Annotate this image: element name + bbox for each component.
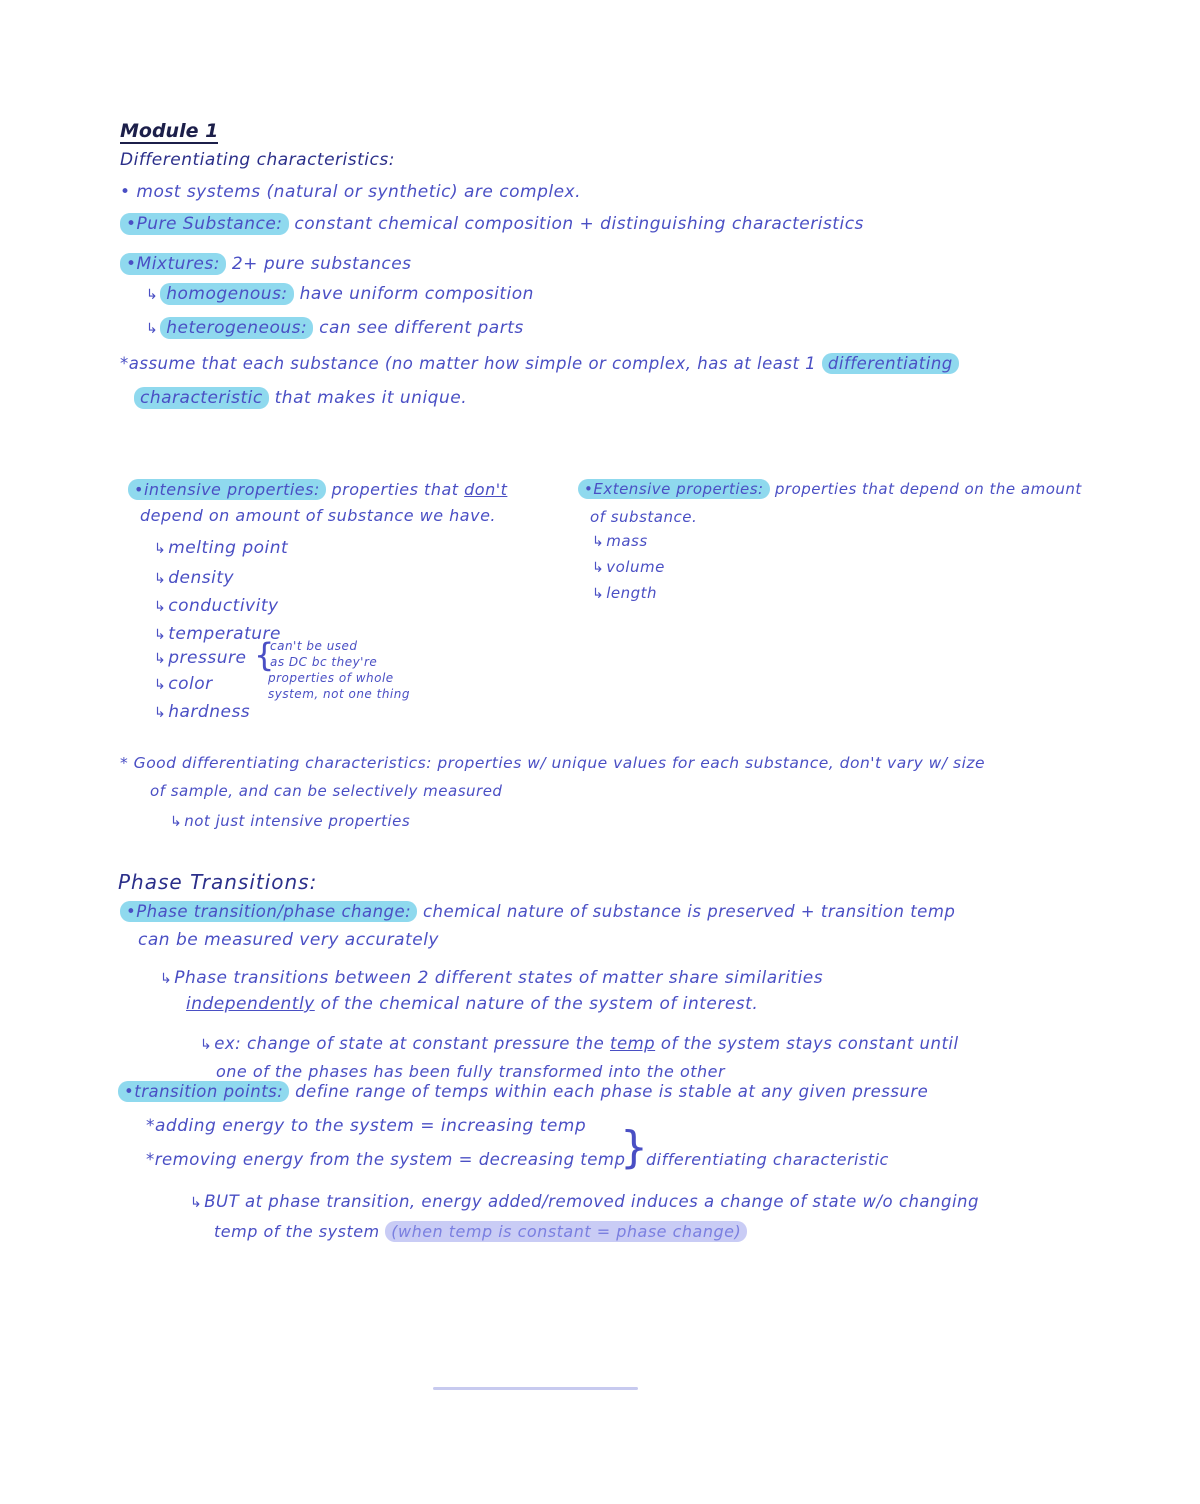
- highlight-extensive: •Extensive properties:: [578, 479, 770, 499]
- highlight-phase-transition: •Phase transition/phase change:: [120, 901, 417, 922]
- extensive-text-b: of substance.: [590, 508, 698, 526]
- assume-text: *assume that each substance (no matter how simple or complex, has at least 1: [120, 354, 817, 373]
- note-line-transition-points: [118, 1084, 928, 1101]
- assume-cont-text: that makes it unique.: [274, 388, 468, 408]
- section-heading-phase-transitions: Phase Transitions:: [118, 870, 318, 894]
- intensive-note: can't be used: [270, 639, 358, 653]
- highlight-transition-points: •transition points:: [118, 1081, 289, 1102]
- hook-arrow-icon: ↳: [146, 287, 159, 303]
- extensive-item: ↳ length: [592, 584, 658, 602]
- note-line-homogenous: [146, 286, 534, 303]
- hook-arrow-icon: ↳: [154, 599, 167, 615]
- pure-substance-text: constant chemical composition + distinguishing characteristics: [294, 214, 864, 234]
- intensive-text-dont: don't: [464, 480, 508, 499]
- hook-arrow-icon: ↳: [200, 1037, 213, 1053]
- intensive-item: ↳ color: [154, 674, 213, 694]
- example-text-2: one of the phases has been fully transformed into the other: [216, 1062, 726, 1081]
- hook-arrow-icon: ↳: [592, 560, 605, 576]
- note-line-but-2: [214, 1224, 747, 1240]
- but-text-2: temp of the system: [214, 1222, 380, 1241]
- note-line-mixtures: [120, 256, 412, 273]
- note-line-heterogeneous: [146, 320, 524, 337]
- intensive-item: ↳ hardness: [154, 702, 251, 722]
- intensive-item: ↳ density: [154, 568, 235, 588]
- hook-arrow-icon: ↳: [154, 651, 167, 667]
- intensive-note: as DC bc they're: [270, 655, 378, 669]
- transition-points-text: define range of temps within each phase is stable at any given pressure: [295, 1082, 929, 1101]
- curly-brace-icon: }: [620, 1122, 648, 1173]
- good-dc-line-2: of sample, and can be selectively measured: [150, 782, 503, 800]
- hook-arrow-icon: ↳: [154, 541, 167, 557]
- hook-arrow-icon: ↳: [154, 705, 167, 721]
- extensive-text-a: properties that depend on the amount: [774, 480, 1082, 498]
- intensive-item: ↳ conductivity: [154, 596, 279, 616]
- dc-note: differentiating characteristic: [646, 1150, 889, 1169]
- hook-arrow-icon: ↳: [592, 534, 605, 550]
- similarities-text-2: of the chemical nature of the system of interest.: [320, 994, 759, 1014]
- phase-transition-text: chemical nature of substance is preserved + transition temp: [422, 902, 956, 921]
- phase-transition-text-2: can be measured very accurately: [138, 930, 439, 950]
- hook-arrow-icon: ↳: [592, 586, 605, 602]
- extensive-item: ↳ mass: [592, 532, 648, 550]
- highlight-pure-substance: •Pure Substance:: [120, 213, 289, 235]
- temp-underlined: temp: [609, 1034, 656, 1053]
- note-line-assume-cont: [134, 390, 467, 407]
- divider: [433, 1387, 638, 1390]
- hook-arrow-icon: ↳: [146, 321, 159, 337]
- note-line-independently: [186, 996, 758, 1013]
- highlight-constant-temp: (when temp is constant = phase change): [385, 1221, 747, 1242]
- mixtures-text: 2+ pure substances: [231, 254, 412, 274]
- highlight-intensive: •intensive properties:: [128, 479, 326, 500]
- hook-arrow-icon: ↳: [154, 677, 167, 693]
- section-heading-differentiating: Differentiating characteristics:: [120, 150, 395, 170]
- intensive-note: system, not one thing: [268, 687, 410, 701]
- highlight-differentiating: differentiating: [822, 353, 959, 374]
- heterogeneous-text: can see different parts: [319, 318, 524, 338]
- intensive-text-a: properties that: [331, 480, 459, 499]
- note-line-phase-transition: [120, 904, 955, 921]
- highlight-homogenous: homogenous:: [160, 283, 293, 305]
- curly-brace-icon: {: [254, 636, 275, 674]
- good-dc-line: * Good differentiating characteristics: properties w/ unique values for each substance, don't vary w/ size: [120, 754, 986, 772]
- note-line-removing-energy: *removing energy from the system = decreasing temp: [146, 1150, 626, 1169]
- good-dc-line-3: ↳ not just intensive properties: [170, 812, 411, 830]
- extensive-item: ↳ volume: [592, 558, 665, 576]
- hook-arrow-icon: ↳: [154, 627, 167, 643]
- independently-text: independently: [186, 994, 315, 1014]
- hook-arrow-icon: ↳: [170, 814, 183, 830]
- highlight-heterogeneous: heterogeneous:: [160, 317, 313, 339]
- intensive-item: ↳ pressure: [154, 648, 247, 668]
- note-line-assume: [120, 356, 959, 373]
- intensive-note: properties of whole: [268, 671, 394, 685]
- hook-arrow-icon: ↳: [154, 571, 167, 587]
- intensive-item: ↳ temperature: [154, 624, 281, 644]
- note-line-extensive: [578, 482, 1082, 497]
- hook-arrow-icon: ↳: [160, 971, 173, 987]
- note-line-intensive: [128, 482, 507, 498]
- note-line-complex: • most systems (natural or synthetic) are complex.: [120, 182, 582, 202]
- homogenous-text: have uniform composition: [299, 284, 534, 304]
- note-line-adding-energy: *adding energy to the system = increasing temp: [146, 1116, 587, 1136]
- note-line-similarities: ↳ Phase transitions between 2 different states of matter share similarities: [160, 968, 824, 988]
- highlight-mixtures: •Mixtures:: [120, 253, 226, 275]
- module-title: Module 1: [120, 120, 219, 142]
- note-line-but: ↳ BUT at phase transition, energy added/removed induces a change of state w/o changing: [190, 1192, 979, 1211]
- note-line-pure-substance: [120, 216, 864, 233]
- intensive-text-b: depend on amount of substance we have.: [140, 506, 496, 525]
- highlight-characteristic: characteristic: [134, 387, 269, 409]
- hook-arrow-icon: ↳: [190, 1195, 203, 1211]
- note-line-example: ↳ ex: change of state at constant pressure the temp of the system stays constant until: [200, 1034, 959, 1053]
- intensive-item: ↳ melting point: [154, 538, 289, 558]
